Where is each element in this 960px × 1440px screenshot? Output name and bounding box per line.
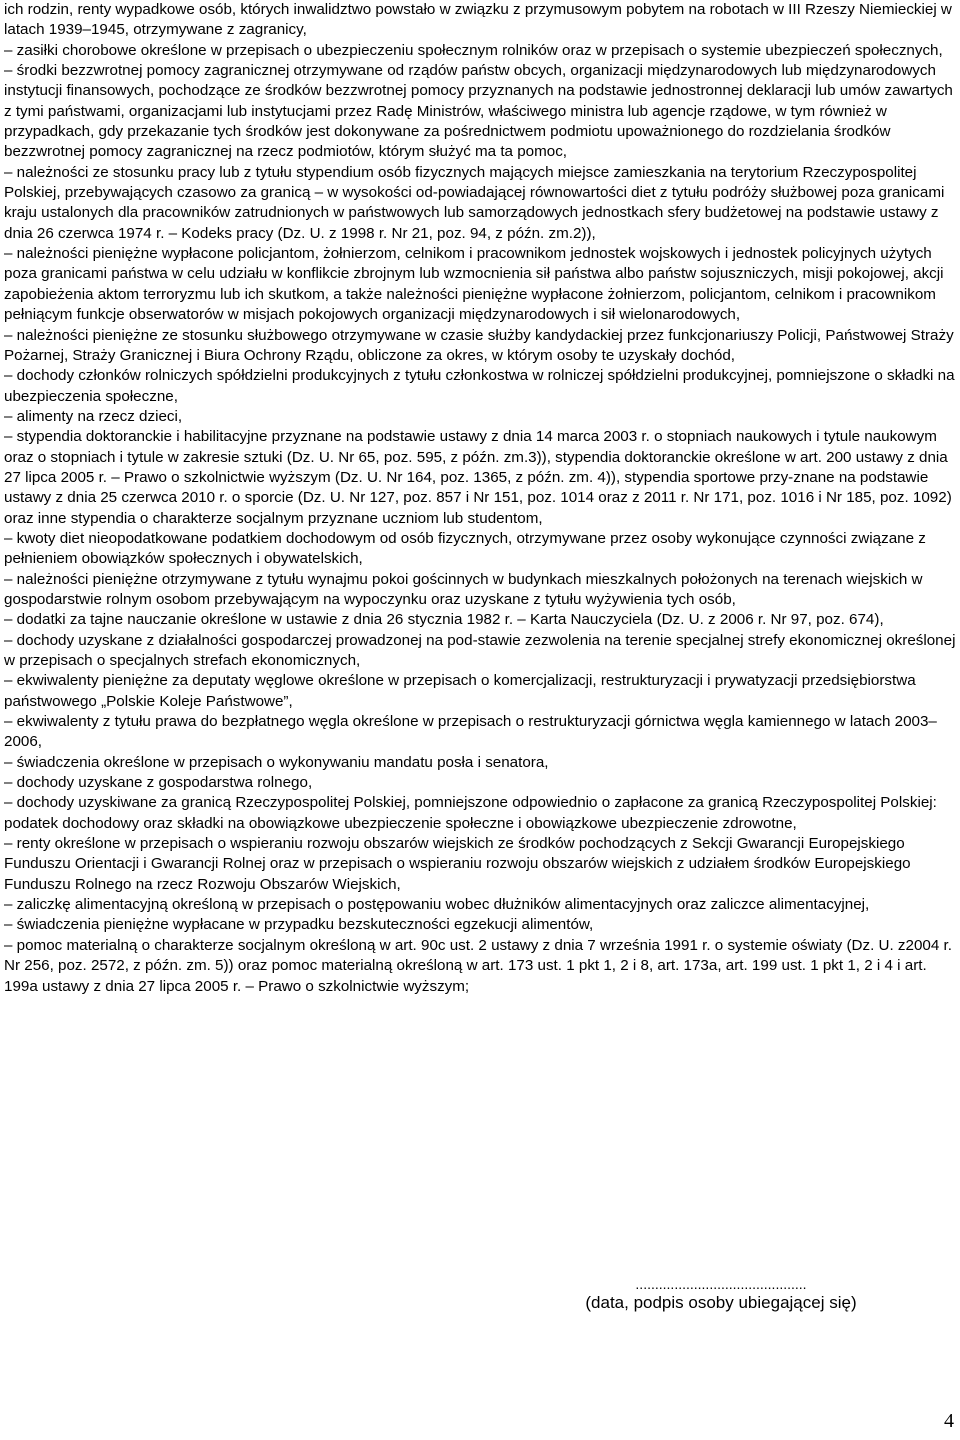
paragraph-20: – zaliczkę alimentacyjną określoną w przepisach o postępowaniu wobec dłużników alimentacyjnych oraz zaliczce alimentacyjnej, <box>4 896 870 914</box>
paragraph-12: – dodatki za tajne nauczanie określone w ustawie z dnia 26 stycznia 1982 r. – Karta Nauczyciela (Dz. U. z 2006 r. Nr 97, poz. 674), <box>4 611 884 629</box>
paragraph-3: – środki bezzwrotnej pomocy zagranicznej otrzymywane od rządów państw obcych, organizacji międzynarodowych lub międzynarodowych instytucji finansowych, pochodzące ze środków bezzwrotnej pomocy przyznanych na podstawie jednostronnej deklaracji lub umów zawartych z tymi państwami, organizacjami lub instytucjami przez Radę Ministrów, właściwego ministra lub agencje rządowe, w tym również w przypadkach, gdy przekazanie tych środków jest dokonywane za pośrednictwem podmiotu upoważnionego do rozdzielania środków bezzwrotnej pomocy zagranicznej na rzecz podmiotów, którym służyć ma ta pomoc, <box>4 62 953 161</box>
signature-label: (data, podpis osoby ubiegającej się) <box>585 1293 857 1312</box>
paragraph-15: – ekwiwalenty z tytułu prawa do bezpłatnego węgla określone w przepisach o restrukturyzacji górnictwa węgla kamiennego w latach 2003–2006, <box>4 713 937 751</box>
paragraph-2: – zasiłki chorobowe określone w przepisach o ubezpieczeniu społecznym rolników oraz w przepisach o systemie ubezpieczeń społecznych, <box>4 41 943 59</box>
paragraph-8: – alimenty na rzecz dzieci, <box>4 407 183 425</box>
paragraph-14: – ekwiwalenty pieniężne za deputaty węglowe określone w przepisach o komercjalizacji, restrukturyzacji i prywatyzacji przedsiębiorstwa państwowego „Polskie Koleje Państwowe”, <box>4 672 916 710</box>
paragraph-22: – pomoc materialną o charakterze socjalnym określoną w art. 90c ust. 2 ustawy z dnia 7 września 1991 r. o systemie oświaty (Dz. U. z2004 r. Nr 256, poz. 2572, z późn. zm. 5)) oraz pomoc materialną określoną w art. 173 ust. 1 pkt 1, 2 i 8, art. 173a, art. 199 ust. 1 pkt 1, 2 i 4 i art. 199a ustawy z dnia 27 lipca 2005 r. – Prawo o szkolnictwie wyższym; <box>4 936 952 995</box>
paragraph-7: – dochody członków rolniczych spółdzielni produkcyjnych z tytułu członkostwa w rolniczej spółdzielni produkcyjnej, pomniejszone o składki na ubezpieczenia społeczne, <box>4 367 955 405</box>
paragraph-19: – renty określone w przepisach o wspieraniu rozwoju obszarów wiejskich ze środków pochodzących z Sekcji Gwarancji Europejskiego Funduszu Orientacji i Gwarancji Rolnej oraz w przepisach o wspieraniu rozwoju obszarów wiejskich z udziałem środków Europejskiego Funduszu Rolnego na rzecz Rozwoju Obszarów Wiejskich, <box>4 835 911 893</box>
page-number: 4 <box>944 1410 954 1432</box>
signature-dotted-line: ............................................ <box>635 1276 807 1292</box>
paragraph-17: – dochody uzyskane z gospodarstwa rolnego, <box>4 774 313 792</box>
paragraph-13: – dochody uzyskane z działalności gospodarczej prowadzonej na pod-stawie zezwolenia na terenie specjalnej strefy ekonomicznej określonej w przepisach o specjalnych strefach ekonomicznych, <box>4 631 956 669</box>
paragraph-5: – należności pieniężne wypłacone policjantom, żołnierzom, celnikom i pracownikom jednostek wojskowych i jednostek policyjnych użytych poza granicami państwa w celu udziału w konflikcie zbrojnym lub wzmocnienia sił państwa albo państw sojuszniczych, misji pokojowej, akcji zapobieżenia aktom terroryzmu lub ich skutkom, a także należności pieniężne wypłacone żołnierzom, policjantom, celnikom i pracownikom pełniącym funkcje obserwatorów w misjach pokojowych organizacji międzynarodowych i sił wielonarodowych, <box>4 245 944 324</box>
document-body <box>4 0 956 997</box>
paragraph-4: – należności ze stosunku pracy lub z tytułu stypendium osób fizycznych mających miejsce zamieszkania na terytorium Rzeczypospolitej Polskiej, przebywających czasowo za granicą – w wysokości od-powiadającej równowartości diet z tytułu podróży służbowej poza granicami kraju ustalonych dla pracowników zatrudnionych w państwowych lub samorządowych jednostkach sfery budżetowej na podstawie ustawy z dnia 26 czerwca 1974 r. – Kodeks pracy (Dz. U. z 1998 r. Nr 21, poz. 94, z późn. zm.2)), <box>4 163 945 242</box>
paragraph-10: – kwoty diet nieopodatkowane podatkiem dochodowym od osób fizycznych, otrzymywane przez osoby wykonujące czynności związane z pełnieniem obowiązków społecznych i obywatelskich, <box>4 529 926 568</box>
paragraph-18: – dochody uzyskiwane za granicą Rzeczypospolitej Polskiej, pomniejszone odpowiednio o zapłacone za granicą Rzeczypospolitej Polskiej: podatek dochodowy oraz składki na obowiązkowe ubezpieczenie społeczne i obowiązkowe ubezpieczenie zdrowotne, <box>4 794 937 832</box>
paragraph-1: ich rodzin, renty wypadkowe osób, których inwalidztwo powstało w związku z przymusowym pobytem na robotach w III Rzeszy Niemieckiej w latach 1939–1945, otrzymywane z zagranicy, <box>4 1 952 39</box>
paragraph-21: – świadczenia pieniężne wypłacane w przypadku bezskuteczności egzekucji alimentów, <box>4 916 594 934</box>
signature-block <box>556 1276 886 1314</box>
paragraph-9: – stypendia doktoranckie i habilitacyjne przyznane na podstawie ustawy z dnia 14 marca 2003 r. o stopniach naukowych i tytule naukowym oraz o stopniach i tytule w zakresie sztuki (Dz. U. Nr 65, poz. 595, z późn. zm.3)), stypendia doktoranckie określone w art. 200 ustawy z dnia 27 lipca 2005 r. – Prawo o szkolnictwie wyższym (Dz. U. Nr 164, poz. 1365, z późn. zm. 4)), stypendia sportowe przy-znane na podstawie ustawy z dnia 25 czerwca 2010 r. o sporcie (Dz. U. Nr 127, poz. 857 i Nr 151, poz. 1014 oraz z 2011 r. Nr 171, poz. 1016 i Nr 185, poz. 1092) oraz inne stypendia o charakterze socjalnym przyznane uczniom lub studentom, <box>4 428 952 527</box>
paragraph-11: – należności pieniężne otrzymywane z tytułu wynajmu pokoi gościnnych w budynkach mieszkalnych położonych na terenach wiejskich w gospodarstwie rolnym osobom przebywającym na wypoczynku oraz uzyskane z tytułu wyżywienia tych osób, <box>4 570 923 608</box>
paragraph-16: – świadczenia określone w przepisach o wykonywaniu mandatu posła i senatora, <box>4 753 549 771</box>
paragraph-6: – należności pieniężne ze stosunku służbowego otrzymywane w czasie służby kandydackiej przez funkcjonariuszy Policji, Państwowej Straży Pożarnej, Straży Granicznej i Biura Ochrony Rządu, obliczone za okres, w którym osoby te uzyskały dochód, <box>4 326 954 364</box>
